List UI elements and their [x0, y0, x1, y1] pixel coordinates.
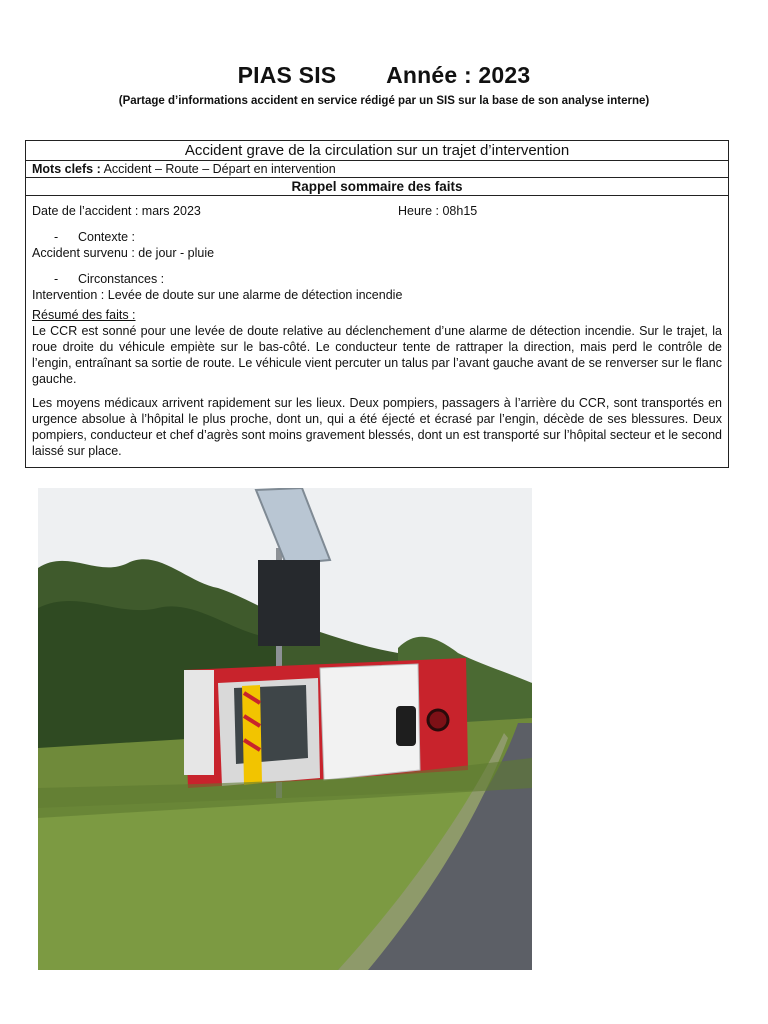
- document-title: [0, 62, 768, 89]
- overturned-truck: [184, 658, 468, 788]
- report-content: [26, 196, 728, 467]
- report-title: Accident grave de la circulation sur un trajet d’intervention: [26, 141, 728, 161]
- keywords-label: Mots clefs :: [32, 162, 101, 176]
- summary-paragraph-2: Les moyens médicaux arrivent rapidement sur les lieux. Deux pompiers, passagers à l’arrière du CCR, sont transportés en urgence absolue à l’hôpital le plus proche, dont un, qui a été éjecté et écrasé par l’engin, décède de ses blessures. Deux pompiers, conducteur et chef d’agrès sont moins gravement blessés, dont un est transporté sur l’hôpital secteur et le second laissé sur place.: [32, 396, 722, 458]
- context-label: Contexte :: [78, 230, 135, 244]
- date-row: [32, 203, 722, 219]
- circumstances-bullet: - Circonstances :: [54, 272, 165, 286]
- accident-time: Heure : 08h15: [398, 204, 478, 218]
- circumstances-label: Circonstances :: [78, 272, 165, 286]
- context-bullet: - Contexte :: [54, 230, 135, 244]
- keywords-row: [26, 161, 728, 178]
- document-subtitle: (Partage d’informations accident en service rédigé par un SIS sur la base de son analyse interne): [118, 95, 650, 107]
- report-box: [25, 140, 729, 468]
- page-header: [0, 62, 768, 107]
- brand-title: PIAS SIS: [237, 62, 337, 88]
- accident-photo: [38, 488, 532, 970]
- section-title: Rappel sommaire des faits: [26, 178, 728, 196]
- circumstances-text: Intervention : Levée de doute sur une alarme de détection incendie: [32, 288, 403, 302]
- accident-date: Date de l’accident : mars 2023: [32, 204, 201, 218]
- context-text: Accident survenu : de jour - pluie: [32, 246, 215, 260]
- summary-paragraph-1: Le CCR est sonné pour une levée de doute relative au déclenchement d’une alarme de détection incendie. Sur le trajet, la roue droite du véhicule empiète sur le bas-côté. Le conducteur tente de rattraper la direction, mais perd le contrôle de l’engin, entraînant sa sortie de route. Le véhicule vient percuter un talus par l’avant gauche avant de se renverser sur le flanc gauche.: [32, 324, 722, 386]
- summary-label: Résumé des faits :: [32, 308, 136, 322]
- year-label: Année : 2023: [386, 62, 531, 88]
- keywords-value: Accident – Route – Départ en intervention: [103, 162, 336, 176]
